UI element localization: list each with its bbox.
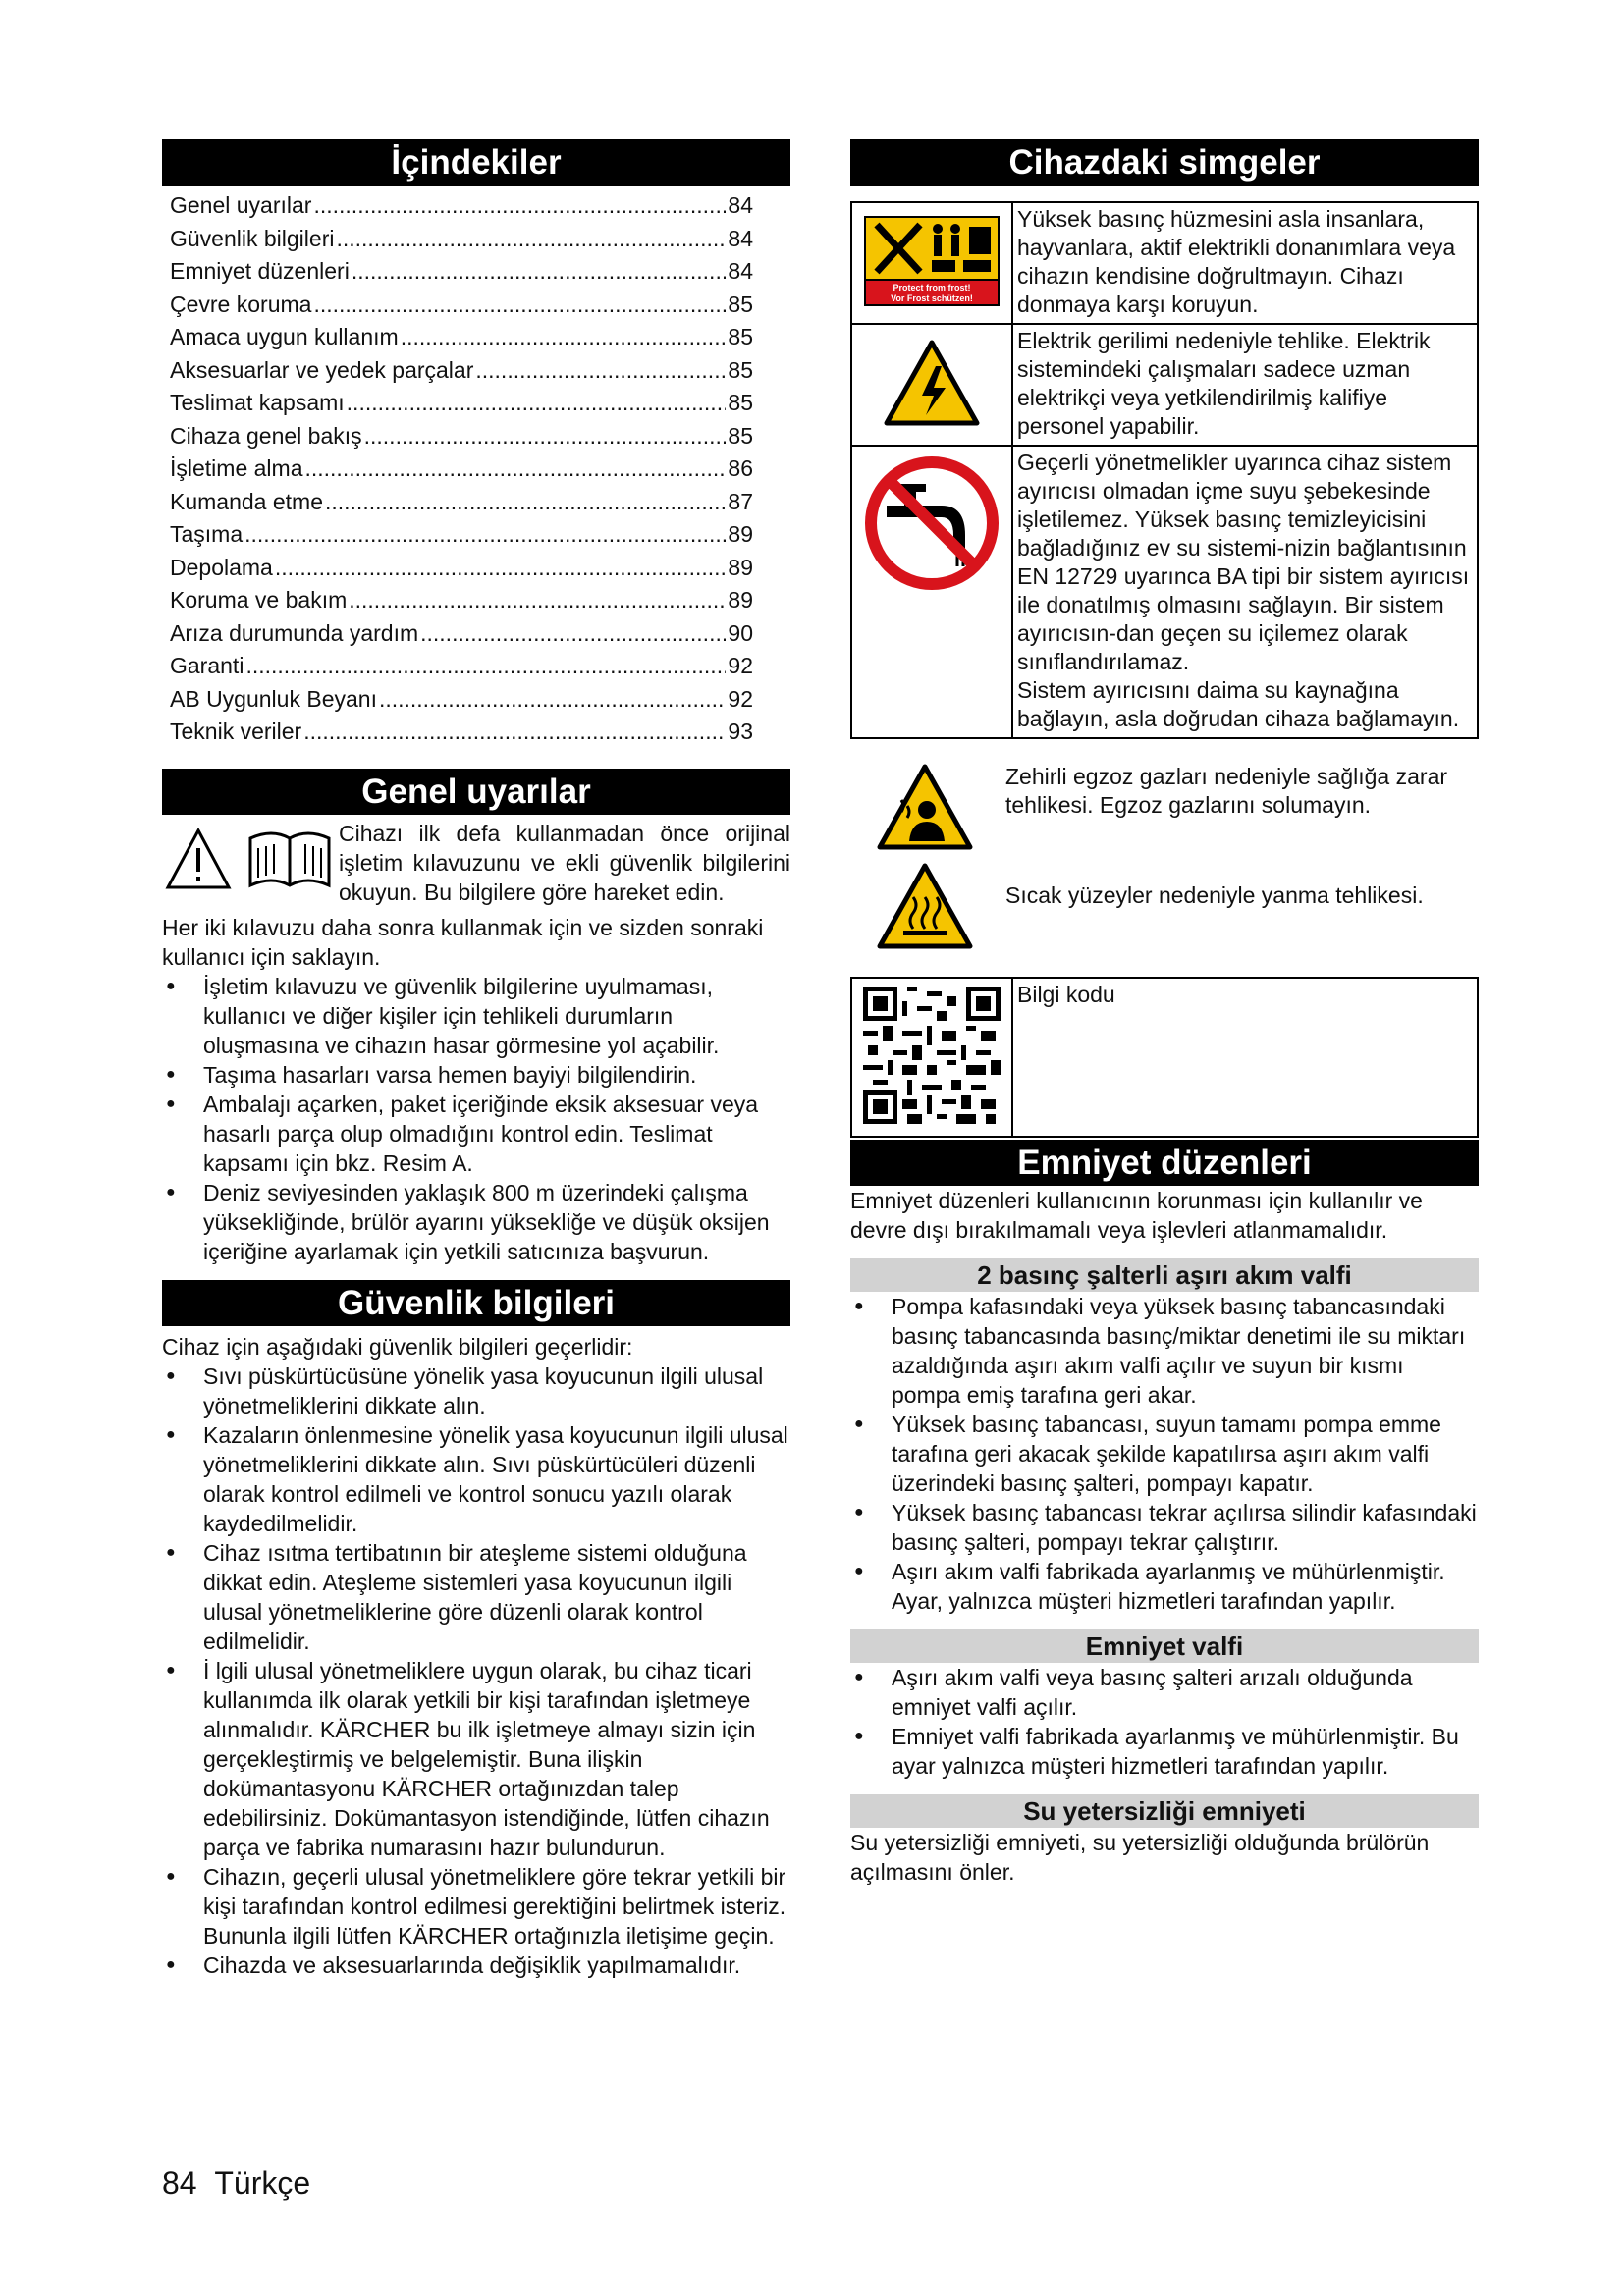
symbol-cell — [851, 202, 1012, 324]
table-row — [851, 978, 1478, 1137]
toc-item-page: 84 — [728, 258, 753, 284]
toc-item[interactable] — [162, 321, 790, 354]
list-item: ● Aşırı akım valfi fabrikada ayarlanmış ve mühürlenmiştir. Ayar, yalnızca müşteri hizmetleri tarafından yapılır. — [850, 1557, 1479, 1616]
toc-item[interactable] — [162, 584, 790, 617]
toc-item-page: 84 — [728, 225, 753, 251]
list-item: ● Aşırı akım valfi veya basınç şalteri arızalı olduğunda emniyet valfi açılır. — [850, 1663, 1479, 1722]
toxic-exhaust-icon — [876, 763, 974, 853]
toc-item[interactable] — [162, 420, 790, 454]
toc-item-page: 84 — [728, 192, 753, 218]
guvenlik-title: Güvenlik bilgileri — [162, 1280, 790, 1326]
qr-label: Bilgi kodu — [1012, 978, 1478, 1137]
toc-item-label: Güvenlik bilgileri — [170, 225, 335, 251]
water-shortage-text: Su yetersizliği emniyeti, su yetersizliği olduğunda brülörün açılmasını önler. — [850, 1830, 1430, 1885]
genel-keep-text: Her iki kılavuzu daha sonra kullanmak için ve sizden sonraki kullanıcı için saklayın. — [162, 914, 764, 970]
genel-title: Genel uyarılar — [162, 769, 790, 815]
toc-item-page: 92 — [728, 653, 753, 678]
toc-item-label: Genel uyarılar — [170, 192, 312, 218]
list-item: ● Cihazda ve aksesuarlarında değişiklik yapılmamalıdır. — [162, 1950, 790, 1980]
overflow-valve-bullets — [850, 1292, 1479, 1616]
toc-item-label: İşletime alma — [170, 455, 303, 481]
toc-item-label: Teslimat kapsamı — [170, 390, 345, 415]
symbol-text-spray: Yüksek basınç hüzmesini asla insanlara, hayvanlara, aktif elektrikli donanımlara veya cihazın kendisine doğrultmayın. Cihazı donmaya karşı koruyun. — [1012, 202, 1478, 324]
toc-item-page: 85 — [728, 390, 753, 415]
genel-intro-block — [162, 819, 790, 907]
frost-label-1: Protect from frost! — [893, 282, 971, 293]
electric-hazard-icon — [883, 339, 981, 427]
safety-valve-title: Emniyet valfi — [850, 1629, 1479, 1663]
genel-bullets — [162, 972, 790, 1266]
toc-item-label: Emniyet düzenleri — [170, 258, 350, 284]
qr-table — [850, 977, 1479, 1138]
toc-item[interactable] — [162, 387, 790, 420]
simgeler-title: Cihazdaki simgeler — [850, 139, 1479, 186]
list-item: ● Yüksek basınç tabancası, suyun tamamı pompa emme tarafına geri akacak şekilde kapatılırsa aşırı akım valfi üzerindeki basınç şalteri, pompayı kapatır. — [850, 1410, 1479, 1498]
symbol-text-water-b: Sistem ayırıcısını daima su kaynağına bağlayın, asla doğrudan cihaza bağlamayın. — [1017, 677, 1460, 731]
toc-item[interactable] — [162, 453, 790, 486]
toc-item[interactable] — [162, 354, 790, 388]
toc-title: İçindekiler — [162, 139, 790, 186]
emniyet-title: Emniyet düzenleri — [850, 1140, 1479, 1186]
overflow-valve-title: 2 basınç şalterli aşırı akım valfi — [850, 1258, 1479, 1292]
toc-item-label: Taşıma — [170, 521, 244, 547]
symbol-cell — [851, 978, 1012, 1137]
page-footer — [162, 2165, 310, 2202]
toc-item[interactable] — [162, 289, 790, 322]
list-item: ● Sıvı püskürtücüsüne yönelik yasa koyucunun ilgili ulusal yönetmeliklerini dikkate alın. — [162, 1362, 790, 1420]
toc-item[interactable] — [162, 223, 790, 256]
guvenlik-bullets — [162, 1362, 790, 1980]
symbol-cell — [850, 862, 1000, 957]
toc-item-page: 85 — [728, 422, 753, 449]
genel-intro-text: Cihazı ilk defa kullanmadan önce orijinal işletim kılavuzunu ve ekli güvenlik bilgilerini okuyun. Bu bilgilere göre hareket edin. — [339, 820, 790, 905]
list-item: ● İ lgili ulusal yönetmeliklere uygun olarak, bu cihaz ticari kullanımda ilk olarak yetkili bir kişi tarafından işletmeye alınmalıdır. KÄRCHER bu ilk işletmeye almayı sizin için gerçekleştirmiş ve belgelemiştir. Buna ilişkin dokümantasyonu KÄRCHER ortağınızdan talep edebilirsiniz. Dokümantasyon istendiğinde, lütfen cihazın parça ve fabrika numarasını hazır bulundurun. — [162, 1656, 790, 1862]
table-row — [851, 324, 1478, 446]
toc-item-label: Arıza durumunda yardım — [170, 619, 419, 646]
toc-item[interactable] — [162, 486, 790, 519]
left-column — [162, 139, 790, 1980]
toc-item-page: 89 — [728, 587, 753, 613]
toc-item-label: Çevre koruma — [170, 291, 312, 317]
symbol-text-electric: Elektrik gerilimi nedeniyle tehlike. Elektrik sistemindeki çalışmaları sadece uzman elektrikçi veya yetkilendirilmiş kalifiye personel yapabilir. — [1012, 324, 1478, 446]
toc-item-page: 86 — [728, 455, 753, 481]
exhaust-row — [850, 763, 1479, 858]
footer-language: Türkçe — [214, 2165, 311, 2201]
warning-and-manual-icon — [164, 825, 331, 893]
toc-item-label: Koruma ve bakım — [170, 587, 348, 613]
symbol-text-water — [1012, 446, 1478, 738]
toc-item-page: 93 — [728, 719, 753, 744]
list-item: ● İşletim kılavuzu ve güvenlik bilgilerine uyulmaması, kullanıcı ve diğer kişiler için tehlikeli durumların oluşmasına ve cihazın hasar görmesine yol açabilir. — [162, 972, 790, 1060]
toc-item-page: 85 — [728, 291, 753, 317]
toc-item-label: Kumanda etme — [170, 488, 323, 514]
toc-list — [162, 189, 790, 749]
toc-item[interactable] — [162, 650, 790, 683]
toc-item-page: 87 — [728, 488, 753, 514]
toc-item-page: 90 — [728, 619, 753, 646]
toc-item[interactable] — [162, 552, 790, 585]
page-number: 84 — [162, 2165, 197, 2201]
symbol-text-hot: Sıcak yüzeyler nedeniyle yanma tehlikesi. — [1005, 882, 1424, 908]
list-item: ● Deniz seviyesinden yaklaşık 800 m üzerindeki çalışma yüksekliğinde, brülör ayarını yüksekliğe ve düşük oksijen içeriğine ayarlamak için yetkili satıcınıza başvurun. — [162, 1178, 790, 1266]
toc-item-label: Garanti — [170, 653, 244, 678]
symbol-text-water-a: Geçerli yönetmelikler uyarınca cihaz sistem ayırıcısı olmadan içme suyu şebekesinde işletilemez. Yüksek basınç temizleyicisini bağladığınız ev su sistemi-nizin bağlantısının EN 12729 uyarınca BA tipi bir sistem ayırıcısı ile donatılmış olmasını sağlayın. Bir sistem ayırıcısın-dan geçen su içilemez olarak sınıflandırılamaz. — [1017, 450, 1470, 674]
symbol-text-exhaust: Zehirli egzoz gazları nedeniyle sağlığa zarar tehlikesi. Egzoz gazlarını solumayın. — [1005, 764, 1448, 818]
toc-item-page: 89 — [728, 521, 753, 547]
toc-item-label: Depolama — [170, 554, 273, 580]
toc-item[interactable] — [162, 716, 790, 749]
toc-item[interactable] — [162, 518, 790, 552]
toc-item[interactable] — [162, 617, 790, 651]
toc-item-page: 85 — [728, 356, 753, 383]
right-column — [850, 139, 1479, 1887]
no-spray-frost-icon — [863, 215, 1001, 307]
toc-item-label: Teknik veriler — [170, 719, 302, 744]
qr-code-icon — [863, 987, 1001, 1124]
list-item: ● Pompa kafasındaki veya yüksek basınç tabancasındaki basınç tabancasında basınç/miktar denetimi ile su miktarı azaldığında aşırı akım valfi açılır ve suyun bir kısmı pompa emiş tarafına geri akar. — [850, 1292, 1479, 1410]
water-shortage-title: Su yetersizliği emniyeti — [850, 1794, 1479, 1828]
no-drinking-water-connection-icon — [865, 456, 999, 590]
toc-item[interactable] — [162, 683, 790, 717]
guvenlik-intro: Cihaz için aşağıdaki güvenlik bilgileri geçerlidir: — [162, 1333, 633, 1360]
symbol-cell — [850, 763, 1000, 858]
symbol-cell — [851, 446, 1012, 738]
toc-item-page: 92 — [728, 685, 753, 712]
emniyet-intro: Emniyet düzenleri kullanıcının korunması için kullanılır ve devre dışı bırakılmamalı veya işlevleri atlanmamalıdır. — [850, 1188, 1423, 1243]
table-row — [851, 446, 1478, 738]
toc-item-page: 85 — [728, 324, 753, 349]
hot-surface-row — [850, 862, 1479, 957]
toc-item-label: AB Uygunluk Beyanı — [170, 685, 377, 712]
list-item: ● Cihaz ısıtma tertibatının bir ateşleme sistemi olduğuna dikkat edin. Ateşleme sistemleri yasa koyucunun ilgili ulusal yönetmeliklerine göre düzenli olarak kontrol edilmelidir. — [162, 1538, 790, 1656]
list-item: ● Cihazın, geçerli ulusal yönetmeliklere göre tekrar yetkili bir kişi tarafından kontrol edilmesi gerektiğini belirtmek isteriz. Bununla ilgili lütfen KÄRCHER ortağınızla iletişime geçin. — [162, 1862, 790, 1950]
safety-valve-bullets — [850, 1663, 1479, 1781]
symbols-table — [850, 201, 1479, 739]
toc-item[interactable] — [162, 189, 790, 223]
toc-item[interactable] — [162, 255, 790, 289]
hot-surface-icon — [876, 862, 974, 952]
frost-label-2: Vor Frost schützen! — [891, 293, 973, 303]
list-item: ● Yüksek basınç tabancası tekrar açılırsa silindir kafasındaki basınç şalteri, pompayı tekrar çalıştırır. — [850, 1498, 1479, 1557]
list-item: ● Ambalajı açarken, paket içeriğinde eksik aksesuar veya hasarlı parça olup olmadığını kontrol edin. Teslimat kapsamı için bkz. Resim A. — [162, 1090, 790, 1178]
toc-item-label: Aksesuarlar ve yedek parçalar — [170, 356, 474, 383]
symbol-cell — [851, 324, 1012, 446]
list-item: ● Taşıma hasarları varsa hemen bayiyi bilgilendirin. — [162, 1060, 790, 1090]
table-row — [851, 202, 1478, 324]
toc-item-label: Cihaza genel bakış — [170, 422, 362, 449]
toc-item-page: 89 — [728, 554, 753, 580]
toc-item-label: Amaca uygun kullanım — [170, 324, 399, 349]
list-item: ● Emniyet valfi fabrikada ayarlanmış ve mühürlenmiştir. Bu ayar yalnızca müşteri hizmetleri tarafından yapılır. — [850, 1722, 1479, 1781]
list-item: ● Kazaların önlenmesine yönelik yasa koyucunun ilgili ulusal yönetmeliklerini dikkate alın. Sıvı püskürtücüleri düzenli olarak kontrol edilmeli ve kontrol sonucu yazılı olarak kaydedilmelidir. — [162, 1420, 790, 1538]
